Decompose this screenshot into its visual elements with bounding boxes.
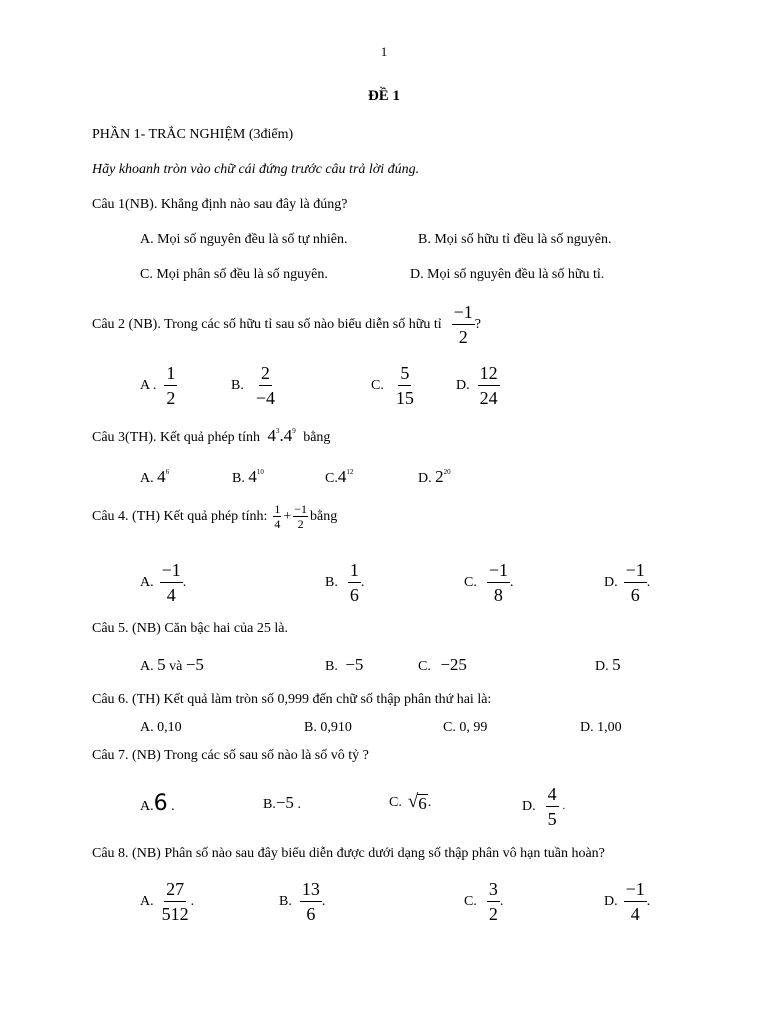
question-5-option-c[interactable] (418, 655, 467, 675)
option-label: B. (232, 471, 245, 486)
question-2-option-d-label: D. (456, 377, 470, 393)
option-label: D. (595, 659, 609, 674)
question-4-fraction-2 (293, 503, 308, 530)
question-8-option-a[interactable] (140, 880, 194, 923)
question-3-expression (267, 426, 295, 445)
fraction-denominator: 2 (488, 904, 498, 924)
power-exponent: 12 (346, 468, 354, 476)
fraction-denominator: −4 (255, 388, 275, 408)
question-8-option-b[interactable] (279, 880, 325, 923)
question-1-option-c[interactable]: C. Mọi phân số đều là số nguyên. (140, 267, 328, 282)
question-4-fraction-1 (273, 503, 281, 530)
option-label: A. (140, 659, 154, 674)
question-3-stem-text: Câu 3(TH). Kết quả phép tính (92, 430, 260, 445)
question-3-stem-end: bằng (303, 430, 331, 445)
fraction-numerator: 4 (546, 785, 559, 807)
fraction-denominator: 6 (349, 585, 359, 605)
fraction-denominator: 5 (547, 809, 557, 829)
option-value: −5 (275, 793, 294, 812)
question-4-option-b[interactable] (325, 561, 364, 604)
option-fraction (160, 880, 191, 923)
option-label: A. (140, 799, 154, 814)
period: . (167, 799, 175, 814)
question-4-option-d[interactable] (604, 561, 650, 604)
expr-exponent: 9 (292, 427, 296, 435)
option-label: A. (140, 574, 154, 590)
fraction-denominator: 15 (395, 388, 414, 408)
period: . (646, 574, 651, 590)
radical-sign-icon: √ (407, 791, 419, 812)
square-root (408, 791, 428, 813)
question-2-fraction-numerator: −1 (452, 303, 475, 325)
option-fraction (348, 561, 361, 604)
question-5-option-d[interactable] (595, 655, 621, 675)
question-1-option-b[interactable]: B. Mọi số hữu tỉ đều là số nguyên. (418, 232, 612, 247)
question-2-stem-end: ? (474, 316, 481, 332)
power-base: 2 (435, 467, 444, 486)
period: . (321, 893, 326, 909)
period: . (182, 574, 187, 590)
option-value: −5 (185, 655, 204, 674)
fraction-denominator: 2 (166, 388, 176, 408)
option-label: C. (389, 795, 402, 810)
question-3-option-a[interactable] (140, 467, 169, 487)
power-base: 4 (337, 467, 347, 486)
option-label: B. (263, 797, 276, 812)
option-fraction (160, 561, 183, 604)
question-6-option-c[interactable]: C. 0, 99 (443, 720, 488, 735)
question-3-stem (92, 426, 330, 446)
option-label: C. (418, 659, 431, 674)
option-label: B. (325, 574, 338, 590)
option-label: D. (522, 798, 536, 814)
power-exponent: 20 (443, 468, 451, 476)
question-5-stem: Câu 5. (NB) Căn bậc hai của 25 là. (92, 621, 288, 636)
page-title: ĐỀ 1 (367, 88, 401, 104)
question-8-stem: Câu 8. (NB) Phân số nào sau đây biểu diễn được dưới dạng số thập phân vô hạn tuần hoàn? (92, 846, 605, 861)
option-label: C. (464, 574, 477, 590)
question-4-stem (92, 503, 337, 530)
question-2-option-a-label: A . (140, 377, 157, 393)
option-label: D. (604, 574, 618, 590)
fraction-numerator: −1 (487, 561, 510, 583)
option-label: D. (604, 893, 618, 909)
fraction-numerator: −1 (624, 880, 647, 902)
question-2-option-a[interactable] (140, 364, 177, 407)
question-4-stem-end: bằng (310, 508, 338, 524)
fraction-numerator: 1 (164, 364, 177, 386)
fraction-numerator: −1 (624, 561, 647, 583)
question-7-option-b[interactable] (263, 793, 301, 813)
option-fraction (624, 561, 647, 604)
fraction-denominator: 8 (493, 585, 503, 605)
option-fraction (300, 880, 322, 923)
question-4-option-a[interactable] (140, 561, 186, 604)
question-2-option-c[interactable] (371, 364, 416, 407)
question-2-option-d[interactable] (456, 364, 500, 407)
fraction-denominator: 6 (630, 585, 640, 605)
option-value: −5 (345, 655, 364, 674)
question-2-option-b-fraction (254, 364, 277, 407)
question-2-option-b-label: B. (231, 377, 244, 393)
question-7-option-a[interactable] (140, 791, 175, 816)
option-value: 5 (612, 655, 621, 674)
question-3-option-b[interactable] (232, 467, 264, 487)
question-2-option-a-fraction (164, 364, 177, 407)
expr-base: 4 (267, 426, 276, 445)
question-2-stem-text: Câu 2 (NB). Trong các số hữu tỉ sau số nào biểu diễn số hữu tỉ (92, 316, 442, 332)
question-5-option-b[interactable] (325, 655, 363, 675)
power-exponent: 10 (256, 468, 264, 476)
option-value: 5 (157, 655, 166, 674)
part-heading: PHẦN 1- TRẮC NGHIỆM (3điểm) (92, 127, 294, 142)
option-fraction (624, 880, 647, 923)
fraction-numerator: 13 (300, 880, 322, 902)
question-2-option-b[interactable] (231, 364, 277, 407)
power-base: 4 (157, 467, 166, 486)
question-6-stem: Câu 6. (TH) Kết quả làm tròn số 0,999 đến chữ số thập phân thứ hai là: (92, 692, 492, 707)
question-7-option-d[interactable] (522, 785, 565, 828)
fraction-numerator: 2 (259, 364, 272, 386)
option-fraction (487, 880, 500, 923)
option-label: B. (325, 659, 338, 674)
radicand: 6 (418, 794, 427, 814)
conjunction: và (169, 659, 183, 674)
question-7-stem: Câu 7. (NB) Trong các số sau số nào là số vô tỷ ? (92, 748, 369, 763)
question-8-option-d[interactable] (604, 880, 650, 923)
question-4-option-c[interactable] (464, 561, 514, 604)
fraction-numerator: 5 (398, 364, 411, 386)
option-label: A. (140, 471, 154, 486)
fraction-denominator: 4 (274, 517, 281, 531)
question-1-option-d[interactable]: D. Mọi số nguyên đều là số hữu tỉ. (410, 267, 605, 282)
fraction-numerator: 27 (164, 880, 186, 902)
question-2-option-c-fraction (394, 364, 416, 407)
option-label: B. (279, 893, 292, 909)
period: . (190, 893, 195, 909)
plus-sign: + (283, 508, 292, 524)
period: . (510, 574, 514, 590)
question-8-option-c[interactable] (464, 880, 503, 923)
expr-exponent: 3 (275, 427, 280, 435)
option-label: D. (418, 471, 432, 486)
page-number: 1 (380, 44, 388, 59)
option-value: 6 (153, 791, 168, 816)
question-6-option-a[interactable]: A. 0,10 (140, 720, 182, 735)
question-3-option-c[interactable] (325, 467, 353, 487)
question-1-option-a[interactable]: A. Mọi số nguyên đều là số tự nhiên. (140, 232, 348, 247)
fraction-denominator: 4 (166, 585, 176, 605)
question-2-stem (92, 303, 481, 346)
question-6-option-d[interactable]: D. 1,00 (580, 720, 622, 735)
fraction-denominator: 24 (479, 388, 498, 408)
option-label: A. (140, 893, 154, 909)
expr-base: .4 (279, 426, 293, 445)
period: . (562, 801, 566, 812)
fraction-denominator: 2 (297, 517, 304, 531)
question-2-option-c-label: C. (371, 377, 384, 393)
question-2-option-d-fraction (478, 364, 500, 407)
fraction-numerator: 1 (348, 561, 361, 583)
option-label: C. (325, 471, 338, 486)
option-fraction (546, 785, 559, 828)
instruction: Hãy khoanh tròn vào chữ cái đứng trước câu trả lời đúng. (92, 162, 420, 177)
period: . (293, 797, 301, 812)
fraction-numerator: −1 (160, 561, 183, 583)
fraction-denominator: 512 (161, 904, 189, 924)
question-2-fraction (452, 303, 475, 346)
question-6-option-b[interactable]: B. 0,910 (304, 720, 352, 735)
option-fraction (487, 561, 510, 604)
fraction-numerator: 1 (274, 502, 281, 516)
power-base: 4 (248, 467, 257, 486)
fraction-numerator: −1 (294, 502, 308, 516)
period: . (427, 795, 432, 810)
question-2-fraction-denominator: 2 (458, 327, 468, 347)
question-7-option-c[interactable] (389, 791, 431, 813)
question-1-stem: Câu 1(NB). Khẳng định nào sau đây là đúng? (92, 197, 348, 212)
fraction-numerator: 3 (487, 880, 500, 902)
period: . (646, 893, 651, 909)
question-4-stem-text: Câu 4. (TH) Kết quả phép tính: (92, 508, 268, 524)
fraction-numerator: 12 (478, 364, 500, 386)
option-value: −25 (440, 655, 467, 674)
fraction-denominator: 4 (630, 904, 640, 924)
question-3-option-d[interactable] (418, 467, 451, 487)
period: . (360, 574, 365, 590)
question-5-option-a[interactable] (140, 655, 204, 675)
option-label: C. (464, 893, 477, 909)
period: . (499, 893, 504, 909)
fraction-denominator: 6 (306, 904, 316, 924)
power-exponent: 6 (165, 468, 170, 476)
